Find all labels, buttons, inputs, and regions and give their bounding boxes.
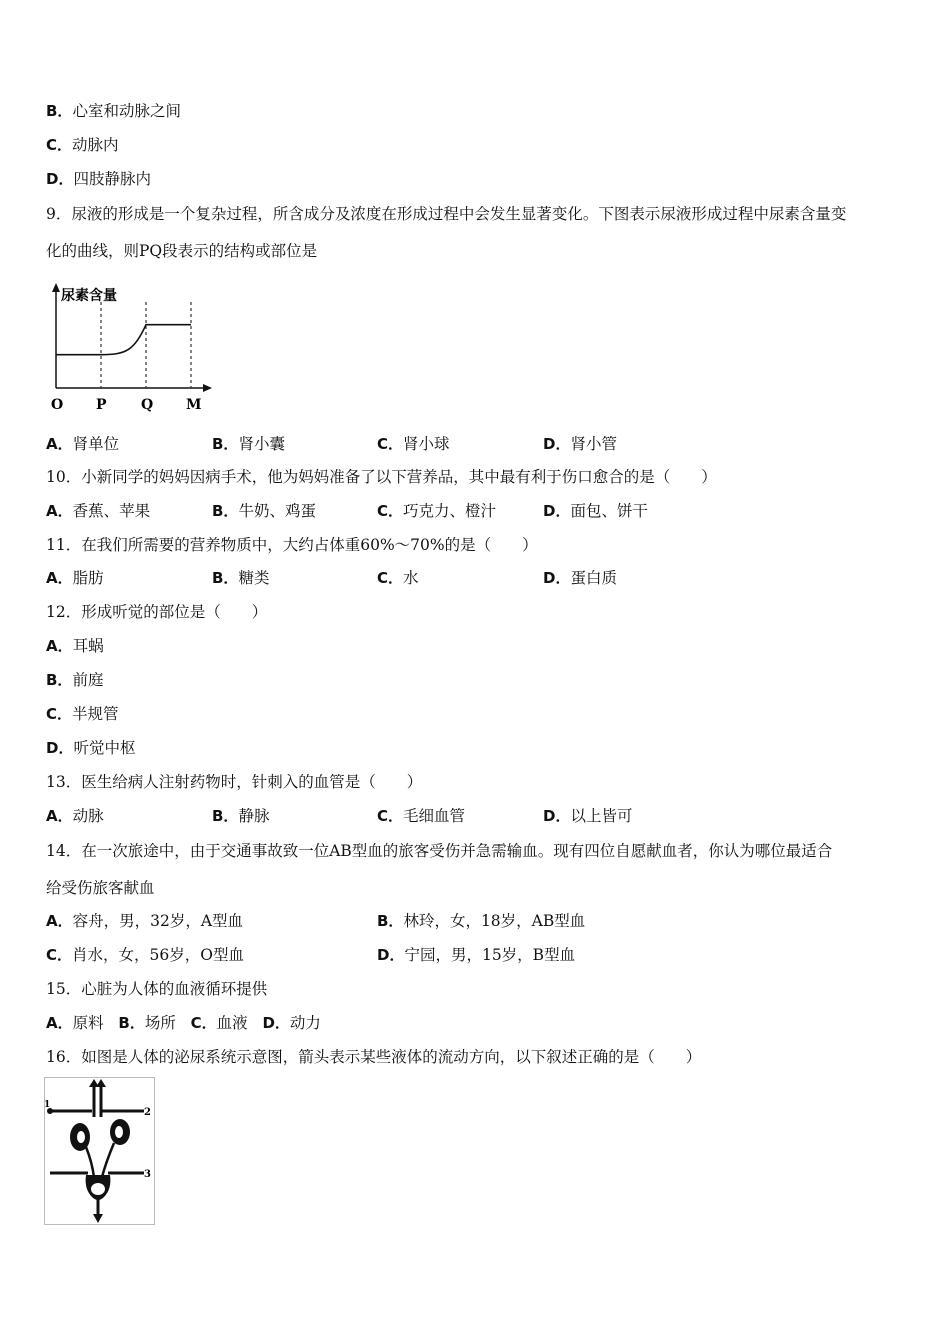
q10-option-c[interactable]: C．巧克力、橙汁	[377, 502, 497, 520]
q15-options	[46, 1013, 321, 1033]
q15-option-a[interactable]: A．原料	[46, 1014, 104, 1032]
q15-stem: 15．心脏为人体的血液循环提供	[46, 980, 268, 998]
q15-option-b[interactable]: B．场所	[118, 1014, 176, 1032]
bladder-lumen-icon	[91, 1183, 105, 1195]
q8-option-d[interactable]: D．四肢静脉内	[46, 170, 151, 188]
urinary-system-diagram	[44, 1077, 156, 1227]
q12-option-d[interactable]: D．听觉中枢	[46, 739, 136, 757]
q9-option-b[interactable]: B．肾小囊	[212, 435, 285, 453]
q10-option-b[interactable]: B．牛奶、鸡蛋	[212, 502, 316, 520]
q14-option-a[interactable]: A．容舟，男，32岁，A型血	[46, 912, 244, 930]
x-tick-label-p: P	[96, 397, 107, 413]
q9-stem-line2: 化的曲线，则PQ段表示的结构或部位是	[46, 242, 318, 260]
q14-option-c[interactable]: C．肖水，女，56岁，O型血	[46, 946, 244, 964]
q14-option-b[interactable]: B．林玲，女，18岁，AB型血	[377, 912, 586, 930]
q8-option-b[interactable]: B．心室和动脉之间	[46, 102, 181, 120]
q14-option-d[interactable]: D．宁园，男，15岁，B型血	[377, 946, 576, 964]
urea-concentration-chart	[44, 280, 224, 415]
q12-stem: 12．形成听觉的部位是（ ）	[46, 603, 268, 621]
q16-stem: 16．如图是人体的泌尿系统示意图，箭头表示某些液体的流动方向，以下叙述正确的是（ ）	[46, 1048, 702, 1066]
q9-stem-line1: 9．尿液的形成是一个复杂过程，所含成分及浓度在形成过程中会发生显著变化。下图表示尿液形成过程中尿素含量变	[46, 205, 847, 223]
q12-option-b[interactable]: B．前庭	[46, 671, 104, 689]
q11-option-c[interactable]: C．水	[377, 569, 419, 587]
x-tick-label-m: M	[186, 397, 202, 413]
x-tick-label-o: O	[51, 397, 64, 413]
q12-option-a[interactable]: A．耳蜗	[46, 637, 104, 655]
q15-option-d[interactable]: D．动力	[262, 1014, 321, 1032]
q11-option-b[interactable]: B．糖类	[212, 569, 270, 587]
figure-label-1: 1	[44, 1100, 51, 1110]
q9-option-c[interactable]: C．肾小球	[377, 435, 450, 453]
q8-option-c[interactable]: C．动脉内	[46, 136, 119, 154]
x-tick-label-q: Q	[141, 397, 154, 413]
figure-label-2: 2	[144, 1107, 151, 1118]
q11-option-d[interactable]: D．蛋白质	[543, 569, 617, 587]
q10-option-d[interactable]: D．面包、饼干	[543, 502, 648, 520]
right-kidney-hilum-icon	[115, 1126, 123, 1138]
q14-stem-line2: 给受伤旅客献血	[46, 879, 155, 897]
left-kidney-hilum-icon	[77, 1131, 85, 1143]
q13-option-b[interactable]: B．静脉	[212, 807, 270, 825]
q12-option-c[interactable]: C．半规管	[46, 705, 119, 723]
q10-stem: 10．小新同学的妈妈因病手术，他为妈妈准备了以下营养品，其中最有利于伤口愈合的是（ ）	[46, 468, 717, 486]
q14-stem-line1: 14．在一次旅途中，由于交通事故致一位AB型血的旅客受伤并急需输血。现有四位自愿献血者，你认为哪位最适合	[46, 842, 833, 860]
q9-option-d[interactable]: D．肾小管	[543, 435, 617, 453]
q11-option-a[interactable]: A．脂肪	[46, 569, 104, 587]
figure-label-3: 3	[144, 1169, 151, 1180]
q13-option-a[interactable]: A．动脉	[46, 807, 104, 825]
q13-option-d[interactable]: D．以上皆可	[543, 807, 633, 825]
q9-option-a[interactable]: A．肾单位	[46, 435, 120, 453]
q11-stem: 11．在我们所需要的营养物质中，大约占体重60%～70%的是（ ）	[46, 536, 538, 554]
q10-option-a[interactable]: A．香蕉、苹果	[46, 502, 151, 520]
y-axis-label: 尿素含量	[61, 288, 117, 304]
q13-option-c[interactable]: C．毛细血管	[377, 807, 466, 825]
q15-option-c[interactable]: C．血液	[190, 1014, 248, 1032]
q13-stem: 13．医生给病人注射药物时，针刺入的血管是（ ）	[46, 773, 423, 791]
